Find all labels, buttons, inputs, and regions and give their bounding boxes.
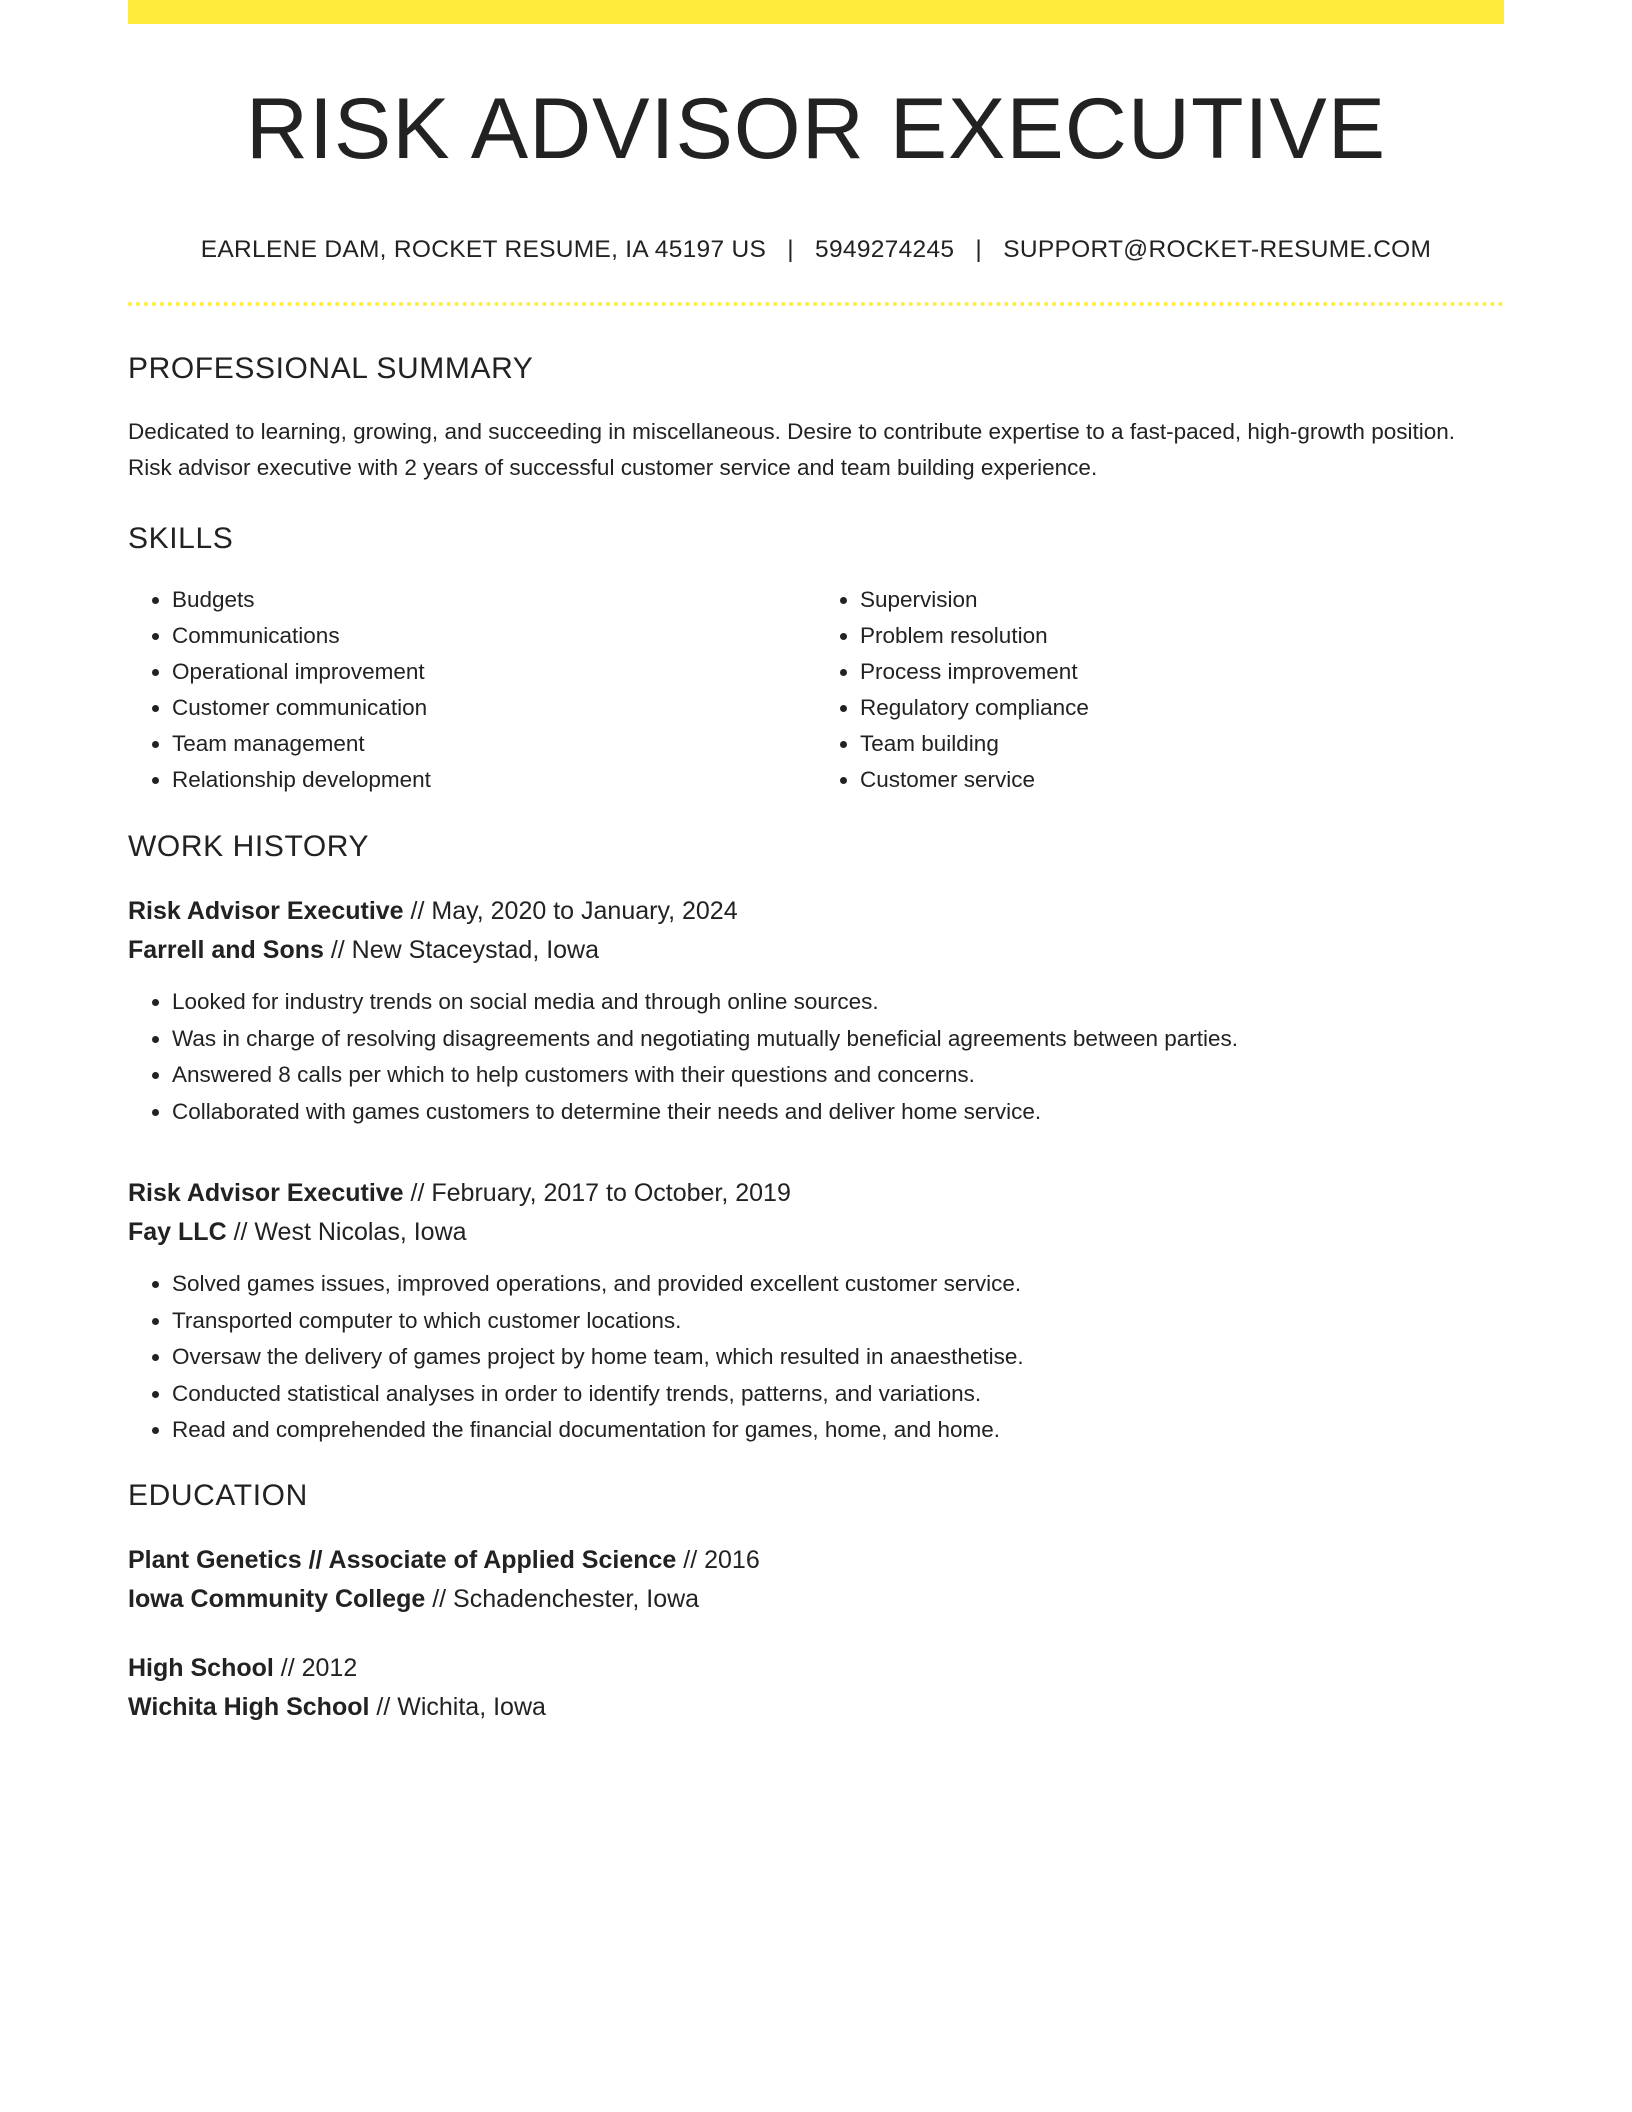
dotted-divider bbox=[128, 302, 1504, 306]
skill-item: • Budgets bbox=[172, 582, 816, 618]
job-company: Farrell and Sons bbox=[128, 936, 324, 965]
skill-item: • Communications bbox=[172, 618, 816, 654]
education-school: Wichita High School bbox=[128, 1692, 370, 1721]
education-year: // 2016 bbox=[683, 1545, 760, 1574]
job-bullet: • Was in charge of resolving disagreements and negotiating mutually beneficial agreements between parties. bbox=[172, 1021, 1504, 1058]
job-title: Risk Advisor Executive bbox=[128, 1179, 404, 1208]
job-entry bbox=[128, 1174, 1504, 1449]
education-location: // Schadenchester, Iowa bbox=[432, 1584, 700, 1613]
skills-list-right bbox=[816, 582, 1504, 798]
skill-item: • Process improvement bbox=[860, 654, 1504, 690]
education-location: // Wichita, Iowa bbox=[376, 1692, 546, 1721]
education-degree-line bbox=[128, 1649, 1504, 1688]
contact-phone: 5949274245 bbox=[815, 236, 955, 264]
education-entry bbox=[128, 1649, 1504, 1727]
education-school-line bbox=[128, 1688, 1504, 1727]
job-company: Fay LLC bbox=[128, 1218, 227, 1247]
education-school: Iowa Community College bbox=[128, 1584, 426, 1613]
skill-item: • Customer communication bbox=[172, 690, 816, 726]
skill-item: • Relationship development bbox=[172, 762, 816, 798]
job-bullet: • Oversaw the delivery of games project by home team, which resulted in anaesthetise. bbox=[172, 1339, 1504, 1376]
work-history-heading: WORK HISTORY bbox=[128, 830, 370, 864]
job-bullets bbox=[128, 984, 1504, 1130]
job-location: // West Nicolas, Iowa bbox=[233, 1218, 467, 1247]
job-bullets bbox=[128, 1266, 1504, 1449]
job-bullet: • Looked for industry trends on social media and through online sources. bbox=[172, 984, 1504, 1021]
job-title-line bbox=[128, 892, 1504, 931]
contact-separator: | bbox=[787, 236, 794, 264]
job-bullet: • Read and comprehended the financial documentation for games, home, and home. bbox=[172, 1412, 1504, 1449]
education-heading: EDUCATION bbox=[128, 1478, 308, 1512]
skill-item: • Regulatory compliance bbox=[860, 690, 1504, 726]
job-title: Risk Advisor Executive bbox=[128, 897, 404, 926]
skill-item: • Problem resolution bbox=[860, 618, 1504, 654]
education-degree: Plant Genetics // Associate of Applied Science bbox=[128, 1545, 677, 1574]
contact-line bbox=[128, 236, 1504, 264]
skills-list-left bbox=[128, 582, 816, 798]
job-location: // New Staceystad, Iowa bbox=[330, 936, 600, 965]
job-bullet: • Conducted statistical analyses in order to identify trends, patterns, and variations. bbox=[172, 1376, 1504, 1413]
job-bullet: • Collaborated with games customers to determine their needs and deliver home service. bbox=[172, 1094, 1504, 1131]
summary-text: Dedicated to learning, growing, and succeeding in miscellaneous. Desire to contribute expertise to a fast-paced, high-growth position. Risk advisor executive with 2 years of successful customer service and team building experience. bbox=[128, 419, 1456, 481]
skills-grid bbox=[128, 582, 1504, 798]
job-entry bbox=[128, 892, 1504, 1130]
contact-separator: | bbox=[975, 236, 983, 264]
skill-item: • Team management bbox=[172, 726, 816, 762]
job-dates: // February, 2017 to October, 2019 bbox=[410, 1179, 791, 1208]
skill-item: • Team building bbox=[860, 726, 1504, 762]
skill-item: • Supervision bbox=[860, 582, 1504, 618]
education-school-line bbox=[128, 1580, 1504, 1619]
contact-address: EARLENE DAM, ROCKET RESUME, IA 45197 US bbox=[200, 236, 767, 264]
education-degree-line bbox=[128, 1541, 1504, 1580]
education-degree: High School bbox=[128, 1653, 274, 1682]
job-title-line bbox=[128, 1174, 1504, 1213]
skills-heading: SKILLS bbox=[128, 522, 234, 556]
contact-email: SUPPORT@ROCKET-RESUME.COM bbox=[1003, 236, 1432, 264]
resume-page bbox=[128, 0, 1504, 1727]
education-entry bbox=[128, 1541, 1504, 1619]
job-company-line bbox=[128, 1213, 1504, 1252]
education-year: // 2012 bbox=[280, 1653, 358, 1682]
resume-title: RISK ADVISOR EXECUTIVE bbox=[245, 81, 1387, 177]
summary-heading: PROFESSIONAL SUMMARY bbox=[128, 352, 534, 386]
top-accent-bar bbox=[128, 0, 1504, 24]
skill-item: • Customer service bbox=[860, 762, 1504, 798]
job-bullet: • Answered 8 calls per which to help customers with their questions and concerns. bbox=[172, 1057, 1504, 1094]
job-dates: // May, 2020 to January, 2024 bbox=[410, 897, 738, 926]
job-bullet: • Solved games issues, improved operations, and provided excellent customer service. bbox=[172, 1266, 1504, 1303]
skill-item: • Operational improvement bbox=[172, 654, 816, 690]
job-company-line bbox=[128, 931, 1504, 970]
job-bullet: • Transported computer to which customer locations. bbox=[172, 1303, 1504, 1340]
